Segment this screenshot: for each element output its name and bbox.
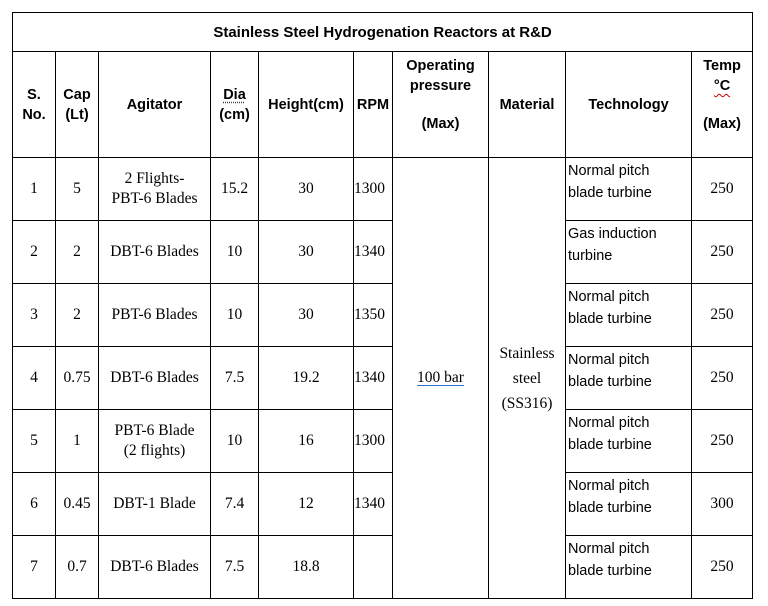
header-sno-line2: No. (22, 106, 46, 123)
material-line1: Stainless (499, 344, 555, 362)
cell-dia: 10 (211, 284, 259, 347)
cell-technology-line1: Normal pitch (568, 289, 650, 305)
cell-agitator-line1: DBT-6 Blades (110, 369, 199, 386)
cell-temp: 250 (692, 158, 753, 221)
header-sno (13, 52, 56, 158)
cell-sno: 2 (13, 221, 56, 284)
header-agitator: Agitator (99, 52, 211, 158)
cell-cap: 1 (56, 410, 99, 473)
header-pressure-line1: Operating (406, 58, 475, 74)
cell-height: 30 (259, 158, 354, 221)
cell-cap: 0.7 (56, 536, 99, 599)
cell-agitator-line1: PBT-6 Blade (114, 422, 195, 439)
cell-material (489, 158, 566, 599)
cell-agitator-line1: DBT-6 Blades (110, 558, 199, 575)
table-row (13, 158, 753, 221)
header-technology: Technology (566, 52, 692, 158)
cell-technology (566, 284, 692, 347)
cell-technology (566, 347, 692, 410)
cell-temp: 250 (692, 221, 753, 284)
cell-agitator (99, 536, 211, 599)
cell-technology-line1: Gas induction (568, 226, 657, 242)
cell-dia: 7.4 (211, 473, 259, 536)
header-pressure-line3: (Max) (421, 116, 460, 132)
header-pressure-line2: pressure (409, 78, 472, 94)
cell-technology (566, 410, 692, 473)
cell-technology-line2: blade turbine (568, 374, 652, 390)
pressure-value: 100 bar (417, 369, 464, 386)
table-row (13, 536, 753, 599)
cell-technology (566, 221, 692, 284)
cell-agitator (99, 347, 211, 410)
cell-dia: 10 (211, 410, 259, 473)
header-temp-line3: (Max) (703, 116, 741, 132)
header-cap-line2: (Lt) (65, 106, 89, 123)
cell-technology-line1: Normal pitch (568, 478, 650, 494)
header-dia-line1: Dia (223, 86, 246, 103)
cell-agitator (99, 410, 211, 473)
material-line2: steel (512, 369, 542, 387)
cell-dia: 7.5 (211, 536, 259, 599)
cell-height: 18.8 (259, 536, 354, 599)
cell-temp: 250 (692, 284, 753, 347)
header-rpm: RPM (354, 52, 393, 158)
cell-agitator-line1: DBT-1 Blade (113, 495, 196, 512)
cell-agitator (99, 284, 211, 347)
table-row (13, 347, 753, 410)
cell-height: 19.2 (259, 347, 354, 410)
cell-height: 12 (259, 473, 354, 536)
cell-height: 30 (259, 284, 354, 347)
reactor-table-container (12, 12, 753, 599)
header-temp-unit: °C (713, 78, 731, 94)
cell-technology-line2: blade turbine (568, 311, 652, 327)
cell-technology-line1: Normal pitch (568, 541, 650, 557)
cell-temp: 250 (692, 410, 753, 473)
cell-temp: 300 (692, 473, 753, 536)
cell-technology-line1: Normal pitch (568, 352, 650, 368)
cell-technology-line1: Normal pitch (568, 415, 650, 431)
cell-technology-line1: Normal pitch (568, 163, 650, 179)
cell-rpm: 1300 (354, 158, 393, 221)
table-title: Stainless Steel Hydrogenation Reactors at R&D (13, 13, 753, 52)
header-cap (56, 52, 99, 158)
cell-dia: 15.2 (211, 158, 259, 221)
cell-sno: 4 (13, 347, 56, 410)
cell-sno: 6 (13, 473, 56, 536)
cell-agitator-line1: PBT-6 Blades (111, 306, 198, 323)
header-height: Height(cm) (259, 52, 354, 158)
cell-cap: 2 (56, 284, 99, 347)
cell-rpm: 1300 (354, 410, 393, 473)
cell-dia: 10 (211, 221, 259, 284)
cell-technology (566, 158, 692, 221)
cell-dia: 7.5 (211, 347, 259, 410)
cell-sno: 3 (13, 284, 56, 347)
cell-cap: 5 (56, 158, 99, 221)
cell-agitator-line2: PBT-6 Blades (111, 190, 198, 207)
cell-technology-line2: turbine (568, 248, 613, 264)
cell-technology-line2: blade turbine (568, 563, 652, 579)
table-row (13, 473, 753, 536)
cell-cap: 0.75 (56, 347, 99, 410)
cell-temp: 250 (692, 536, 753, 599)
header-material: Material (489, 52, 566, 158)
header-temp-line2 (692, 76, 752, 96)
cell-agitator-line1: 2 Flights- (124, 170, 185, 187)
cell-sno: 1 (13, 158, 56, 221)
header-temp-line1: Temp (703, 58, 741, 74)
cell-technology (566, 473, 692, 536)
header-cap-line1: Cap (63, 86, 91, 103)
material-line3: (SS316) (501, 394, 553, 412)
cell-agitator (99, 158, 211, 221)
cell-agitator (99, 473, 211, 536)
cell-height: 30 (259, 221, 354, 284)
cell-rpm: 1340 (354, 473, 393, 536)
cell-temp: 250 (692, 347, 753, 410)
cell-rpm: 1350 (354, 284, 393, 347)
cell-agitator-line2: (2 flights) (123, 442, 186, 459)
table-row (13, 410, 753, 473)
cell-rpm: 1340 (354, 221, 393, 284)
cell-cap: 0.45 (56, 473, 99, 536)
header-sno-line1: S. (27, 86, 41, 103)
cell-sno: 7 (13, 536, 56, 599)
header-temp (692, 52, 753, 158)
table-row (13, 284, 753, 347)
header-dia (211, 52, 259, 158)
cell-height: 16 (259, 410, 354, 473)
reactor-table (12, 12, 753, 599)
cell-cap: 2 (56, 221, 99, 284)
cell-technology (566, 536, 692, 599)
cell-technology-line2: blade turbine (568, 437, 652, 453)
cell-rpm (354, 536, 393, 599)
header-dia-line2: (cm) (219, 106, 250, 123)
cell-agitator-line1: DBT-6 Blades (110, 243, 199, 260)
cell-pressure (393, 158, 489, 599)
cell-agitator (99, 221, 211, 284)
cell-sno: 5 (13, 410, 56, 473)
table-row (13, 221, 753, 284)
cell-rpm: 1340 (354, 347, 393, 410)
header-pressure (393, 52, 489, 158)
cell-technology-line2: blade turbine (568, 185, 652, 201)
cell-technology-line2: blade turbine (568, 500, 652, 516)
